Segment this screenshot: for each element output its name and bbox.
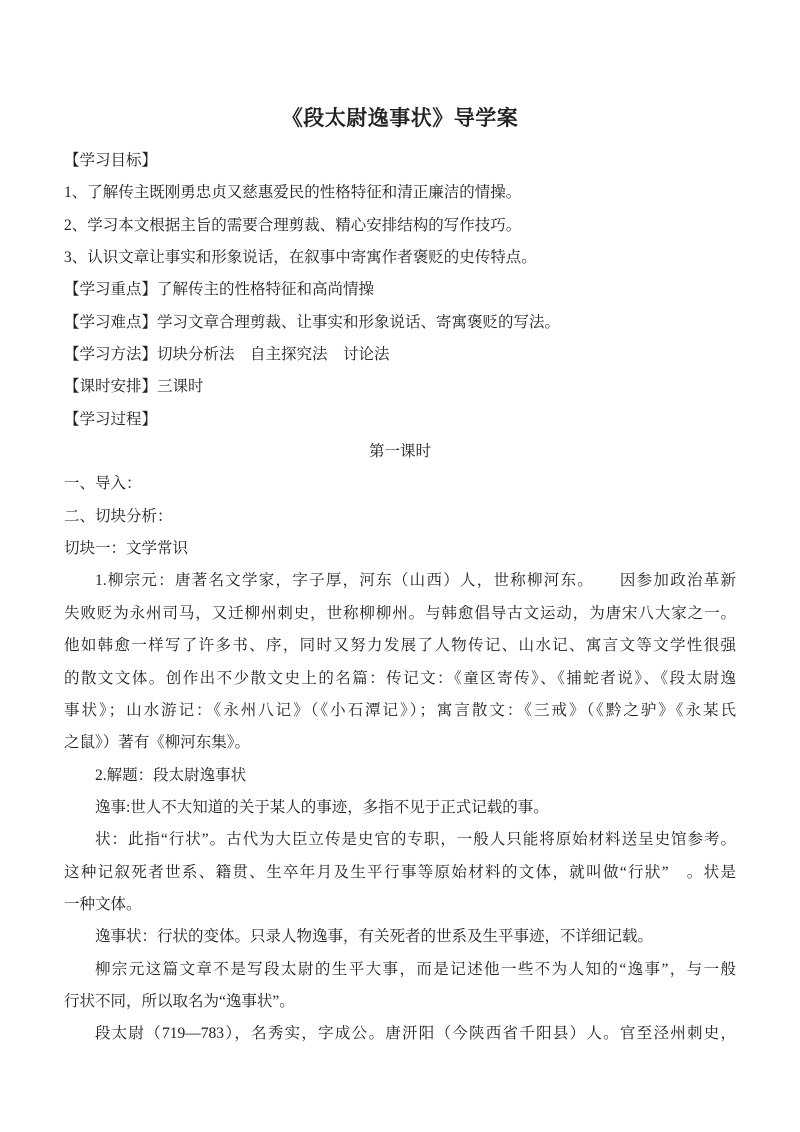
yishizhuang-line: 逸事状：行状的变体。只录人物逸事，有关死者的世系及生平事迹，不详细记载。 <box>95 928 654 946</box>
goal-item-2: 2、学习本文根据主旨的需要合理剪裁、精心安排结构的写作技巧。 <box>64 216 522 234</box>
key-point-line: 【学习重点】了解传主的性格特征和高尚情操 <box>64 281 375 299</box>
block1-heading: 切块一：文学常识 <box>64 540 189 558</box>
block-analysis-heading: 二、切块分析： <box>64 507 173 525</box>
intro-heading: 一、导入： <box>64 475 142 493</box>
zhuang-line-2: 这种记叙死者世系、籍贯、生卒年月及生平行事等原始材料的文体，就叫做“行狀” 。状是 <box>64 863 736 881</box>
process-heading: 【学习过程】 <box>64 410 158 428</box>
schedule-line: 【课时安排】三课时 <box>64 378 204 396</box>
goals-heading: 【学习目标】 <box>64 152 158 169</box>
liu-zongyuan-line-5: 事状》；山水游记：《永州八记》（《小石潭记》）；寓言散文：《三戒》（《黔之驴》《永某氏 <box>64 701 736 719</box>
zhuang-line-1: 状：此指“行状”。古代为大臣立传是史官的专职，一般人只能将原始材料送呈史馆参考。 <box>95 831 736 849</box>
yishi-line: 逸事:世人不大知道的关于某人的事迹，多指不见于正式记载的事。 <box>95 798 549 816</box>
naming-line-2: 行状不同，所以取名为“逸事状”。 <box>64 992 295 1010</box>
liu-zongyuan-line-2: 失败贬为永州司马，又迁柳州刺史，世称柳柳州。与韩愈倡导古文运动，为唐宋八大家之一。 <box>64 604 736 622</box>
liu-zongyuan-line-4: 的散文文体。创作出不少散文史上的名篇：传记文：《童区寄传》、《捕蛇者说》、《段太尉逸 <box>64 669 736 687</box>
goal-item-3: 3、认识文章让事实和形象说话，在叙事中寄寓作者褒贬的史传特点。 <box>64 249 537 267</box>
naming-line-1: 柳宗元这篇文章不是写段太尉的生平大事，而是记述他一些不为人知的“逸事”，与一般 <box>95 960 736 978</box>
difficult-point-line: 【学习难点】学习文章合理剪裁、让事实和形象说话、寄寓褒贬的写法。 <box>64 313 561 331</box>
liu-zongyuan-line-1: 1.柳宗元：唐著名文学家，字子厚，河东（山西）人，世称柳河东。 因参加政治革新 <box>95 572 736 590</box>
liu-zongyuan-line-6: 之鼠》）著有《柳河东集》。 <box>64 734 251 752</box>
liu-zongyuan-line-3: 他如韩愈一样写了许多书、序，同时又努力发展了人物传记、山水记、寓言文等文学性很强 <box>64 637 736 655</box>
zhuang-line-3: 一种文体。 <box>64 895 142 913</box>
method-line: 【学习方法】切块分析法 自主探究法 讨论法 <box>64 346 390 364</box>
lesson1-heading: 第一课时 <box>368 443 431 461</box>
goal-item-1: 1、了解传主既刚勇忠贞又慈惠爱民的性格特征和清正廉洁的情操。 <box>64 184 522 202</box>
duan-taiwei-line: 段太尉（719—783），名秀实，字成公。唐汧阳（今陕西省千阳县）人。官至泾州刺史， <box>95 1025 736 1043</box>
document-title: 《段太尉逸事状》导学案 <box>281 106 519 130</box>
jieti-line: 2.解题：段太尉逸事状 <box>95 766 247 784</box>
